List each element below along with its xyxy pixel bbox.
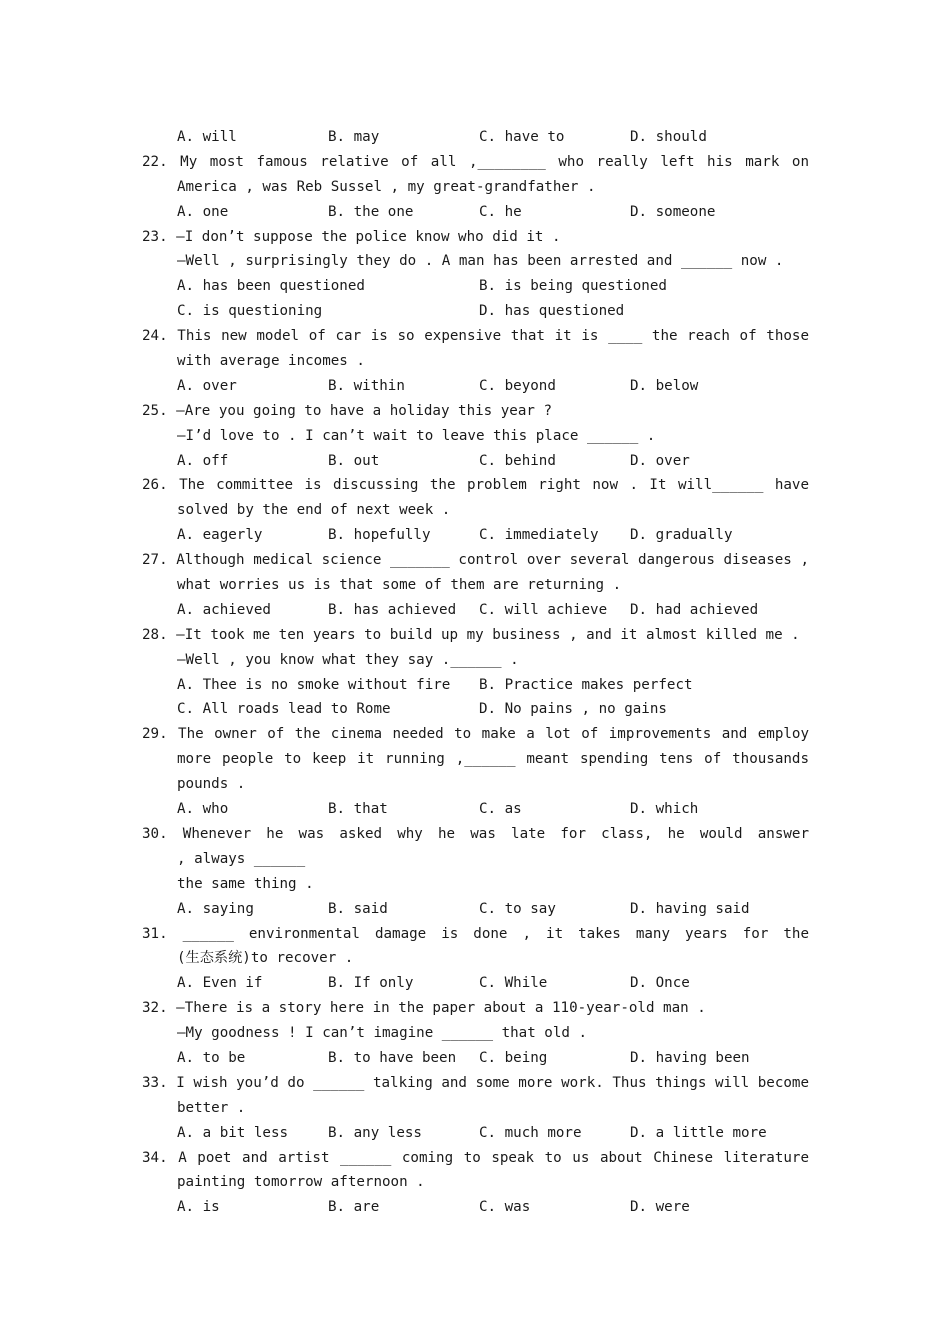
question-stem: 23. —I don’t suppose the police know who did it .: [142, 228, 561, 245]
answer-option: A. achieved: [177, 601, 271, 618]
answer-option: A. off: [177, 452, 229, 469]
answer-option: A. one: [177, 203, 229, 220]
question-stem: 28. —It took me ten years to build up my business , and it almost killed me .: [142, 626, 800, 643]
answer-option: C. being: [479, 1049, 548, 1066]
question-text-line: pounds .: [177, 776, 246, 793]
answer-option: C. as: [479, 801, 522, 818]
answer-options-row: [177, 274, 809, 299]
answer-option: B. to have been: [328, 1049, 457, 1066]
answer-option: C. was: [479, 1199, 531, 1216]
answer-options-row: [177, 200, 809, 225]
answer-option: C. he: [479, 203, 522, 220]
answer-option: D. No pains , no gains: [479, 701, 667, 718]
question-text-line: —Well , you know what they say .______ .: [177, 651, 519, 668]
answer-option: C. to say: [479, 900, 556, 917]
question-stem: 33. I wish you’d do ______ talking and some more work. Thus things will become: [142, 1074, 809, 1091]
answer-option: A. who: [177, 801, 229, 818]
answer-option: A. a bit less: [177, 1124, 289, 1141]
answer-option: B. that: [328, 801, 388, 818]
answer-options-row: [177, 374, 809, 399]
answer-option: A. saying: [177, 900, 254, 917]
answer-option: A. Even if: [177, 975, 263, 992]
question-stem: 31. ______ environmental damage is done , it takes many years for the: [142, 925, 809, 942]
answer-option: C. have to: [479, 129, 565, 145]
answer-option: B. the one: [328, 203, 414, 220]
question-stem: 34. A poet and artist ______ coming to speak to us about Chinese literature: [142, 1149, 809, 1166]
answer-option: B. has achieved: [328, 601, 457, 618]
question-text-line: —I’d love to . I can’t wait to leave this place ______ .: [177, 427, 656, 444]
question-text-line: America , was Reb Sussel , my great-grandfather .: [177, 178, 596, 195]
answer-option: D. Once: [630, 975, 690, 992]
answer-options-row: [177, 1046, 809, 1071]
answer-options-row: [177, 971, 809, 996]
question-text-line: what worries us is that some of them are returning .: [177, 577, 622, 594]
answer-option: C. While: [479, 975, 548, 992]
answer-options-row: [177, 897, 809, 922]
answer-option: D. over: [630, 452, 690, 469]
answer-option: D. has questioned: [479, 303, 625, 320]
question-stem: 24. This new model of car is so expensive that it is ____ the reach of those: [142, 328, 809, 345]
answer-options-row: [177, 673, 809, 698]
answer-option: D. were: [630, 1199, 690, 1216]
question-text-line: solved by the end of next week .: [177, 502, 451, 519]
question-text-line: more people to keep it running ,______ meant spending tens of thousands: [177, 751, 809, 768]
answer-option: D. a little more: [630, 1124, 767, 1141]
answer-option: C. beyond: [479, 377, 556, 394]
answer-option: B. may: [328, 129, 380, 145]
answer-options-row: [177, 797, 809, 822]
answer-option: A. eagerly: [177, 527, 263, 544]
answer-option: C. much more: [479, 1124, 582, 1141]
question-text-line: the same thing .: [177, 875, 314, 892]
question-stem: 22. My most famous relative of all ,________ who really left his mark on: [142, 153, 809, 170]
answer-option: C. behind: [479, 452, 556, 469]
answer-option: A. Thee is no smoke without fire: [177, 676, 451, 693]
answer-option: D. gradually: [630, 527, 733, 544]
answer-option: C. is questioning: [177, 303, 323, 320]
answer-option: B. within: [328, 377, 405, 394]
answer-option: C. immediately: [479, 527, 599, 544]
question-stem: 30. Whenever he was asked why he was late for class, he would answer: [142, 825, 809, 842]
answer-option: B. hopefully: [328, 527, 431, 544]
answer-option: A. is: [177, 1199, 220, 1216]
question-stem: 29. The owner of the cinema needed to make a lot of improvements and employ: [142, 726, 809, 743]
answer-option: A. to be: [177, 1049, 246, 1066]
answer-options-row: [177, 697, 809, 722]
question-stem: 27. Although medical science _______ control over several dangerous diseases ,: [142, 552, 809, 569]
answer-option: D. below: [630, 377, 699, 394]
answer-option: D. someone: [630, 203, 716, 220]
question-stem: 25. —Are you going to have a holiday this year ?: [142, 402, 552, 419]
answer-option: B. any less: [328, 1124, 422, 1141]
answer-options-row: [177, 523, 809, 548]
answer-option: D. should: [630, 129, 707, 145]
answer-option: A. over: [177, 377, 237, 394]
answer-option: C. will achieve: [479, 601, 608, 618]
question-text-line: painting tomorrow afternoon .: [177, 1174, 425, 1191]
question-text-line: , always ______: [177, 850, 306, 867]
answer-option: D. which: [630, 801, 699, 818]
answer-options-row: [177, 299, 809, 324]
question-text-line: —My goodness ! I can’t imagine ______ that old .: [177, 1025, 587, 1042]
answer-option: B. said: [328, 900, 388, 917]
answer-option: A. has been questioned: [177, 278, 365, 295]
answer-option: B. If only: [328, 975, 414, 992]
question-text-line: (生态系统)to recover .: [177, 950, 354, 967]
answer-option: D. had achieved: [630, 601, 759, 618]
question-stem: 32. —There is a story here in the paper about a 110-year-old man .: [142, 1000, 706, 1017]
answer-option: B. is being questioned: [479, 278, 667, 295]
question-stem: 26. The committee is discussing the problem right now . It will______ have: [142, 477, 809, 494]
answer-option: A. will: [177, 129, 237, 145]
answer-options-row: [177, 125, 809, 150]
answer-option: B. are: [328, 1199, 380, 1216]
answer-option: B. Practice makes perfect: [479, 676, 693, 693]
answer-option: C. All roads lead to Rome: [177, 701, 391, 718]
answer-option: B. out: [328, 452, 380, 469]
answer-option: D. having been: [630, 1049, 750, 1066]
answer-options-row: [177, 449, 809, 474]
exam-page: [0, 125, 950, 1220]
answer-options-row: [177, 598, 809, 623]
answer-option: D. having said: [630, 900, 750, 917]
question-text-line: —Well , surprisingly they do . A man has been arrested and ______ now .: [177, 253, 784, 270]
question-text-line: better .: [177, 1099, 246, 1116]
question-text-line: with average incomes .: [177, 353, 365, 370]
answer-options-row: [177, 1121, 809, 1146]
answer-options-row: [177, 1195, 809, 1220]
